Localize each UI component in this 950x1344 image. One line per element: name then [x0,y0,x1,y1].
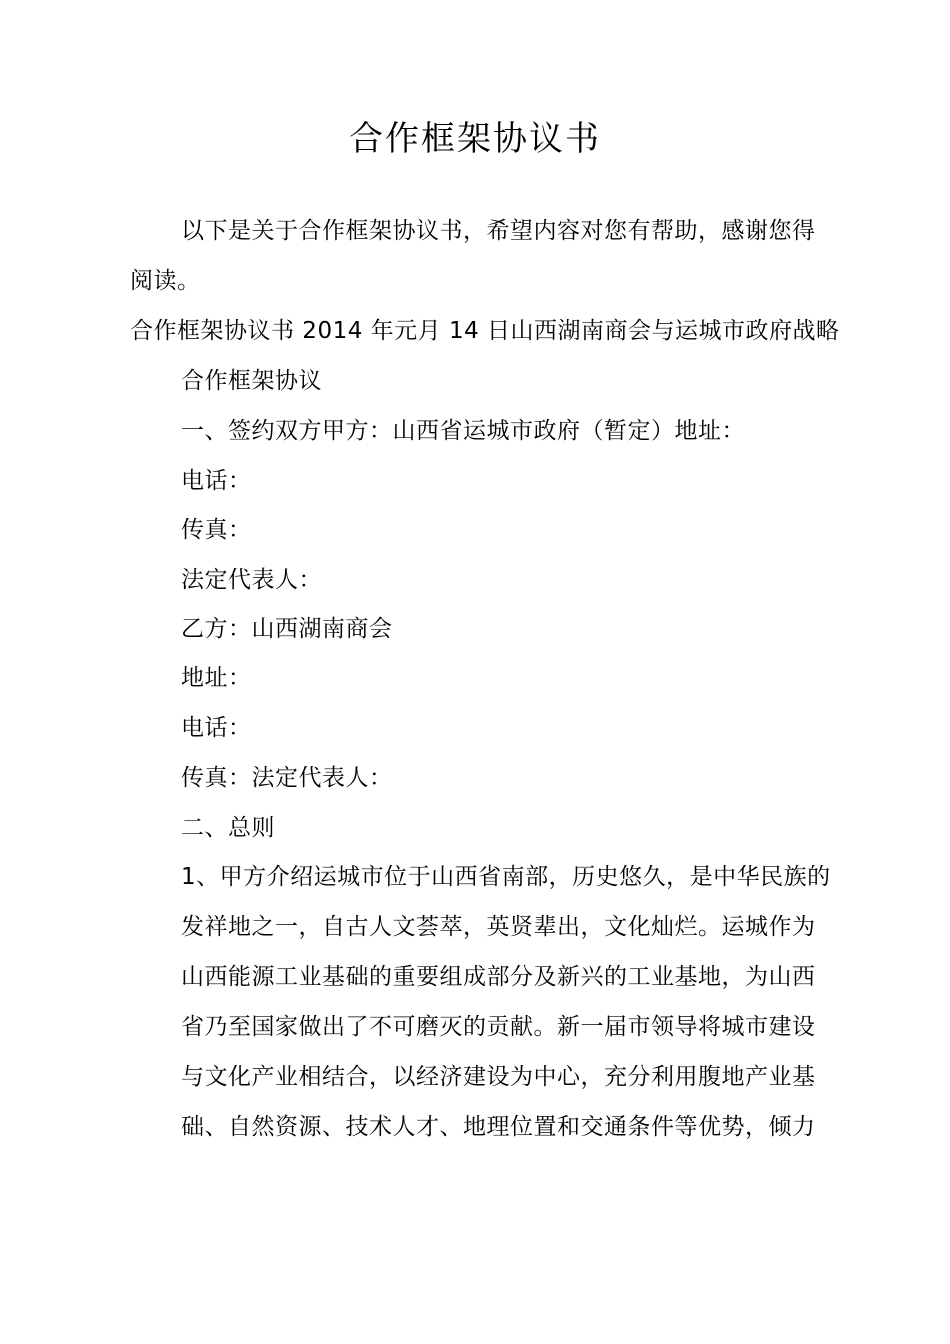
document-title: 合作框架协议书 [349,119,601,159]
body-line-3: 山西能源工业基础的重要组成部分及新兴的工业基地，为山西 [181,964,816,990]
intro-line-1: 以下是关于合作框架协议书，希望内容对您有帮助，感谢您得 [181,218,816,244]
party-a-phone: 电话： [181,468,252,494]
party-b-line: 乙方：山西湖南商会 [181,616,393,642]
party-b-fax-representative: 传真：法定代表人： [181,765,393,791]
intro-line-2: 阅读。 [130,268,201,294]
agreement-heading-line-2: 合作框架协议 [181,368,322,394]
section-general-heading: 二、总则 [181,815,275,841]
body-line-5: 与文化产业相结合，以经济建设为中心，充分利用腹地产业基 [181,1064,816,1090]
body-line-4: 省乃至国家做出了不可磨灭的贡献。新一届市领导将城市建设 [181,1014,816,1040]
party-a-line: 一、签约双方甲方：山西省运城市政府（暂定）地址： [181,418,745,444]
party-b-address: 地址： [181,665,252,691]
party-a-fax: 传真： [181,517,252,543]
party-b-phone: 电话： [181,715,252,741]
body-line-1: 1、甲方介绍运城市位于山西省南部，历史悠久，是中华民族的 [181,864,831,890]
body-line-6: 础、自然资源、技术人才、地理位置和交通条件等优势，倾力 [181,1114,816,1140]
party-a-representative: 法定代表人： [181,567,322,593]
body-line-2: 发祥地之一，自古人文荟萃，英贤辈出，文化灿烂。运城作为 [181,914,816,940]
agreement-heading-line-1: 合作框架协议书 2014 年元月 14 日山西湖南商会与运城市政府战略 [130,318,840,344]
